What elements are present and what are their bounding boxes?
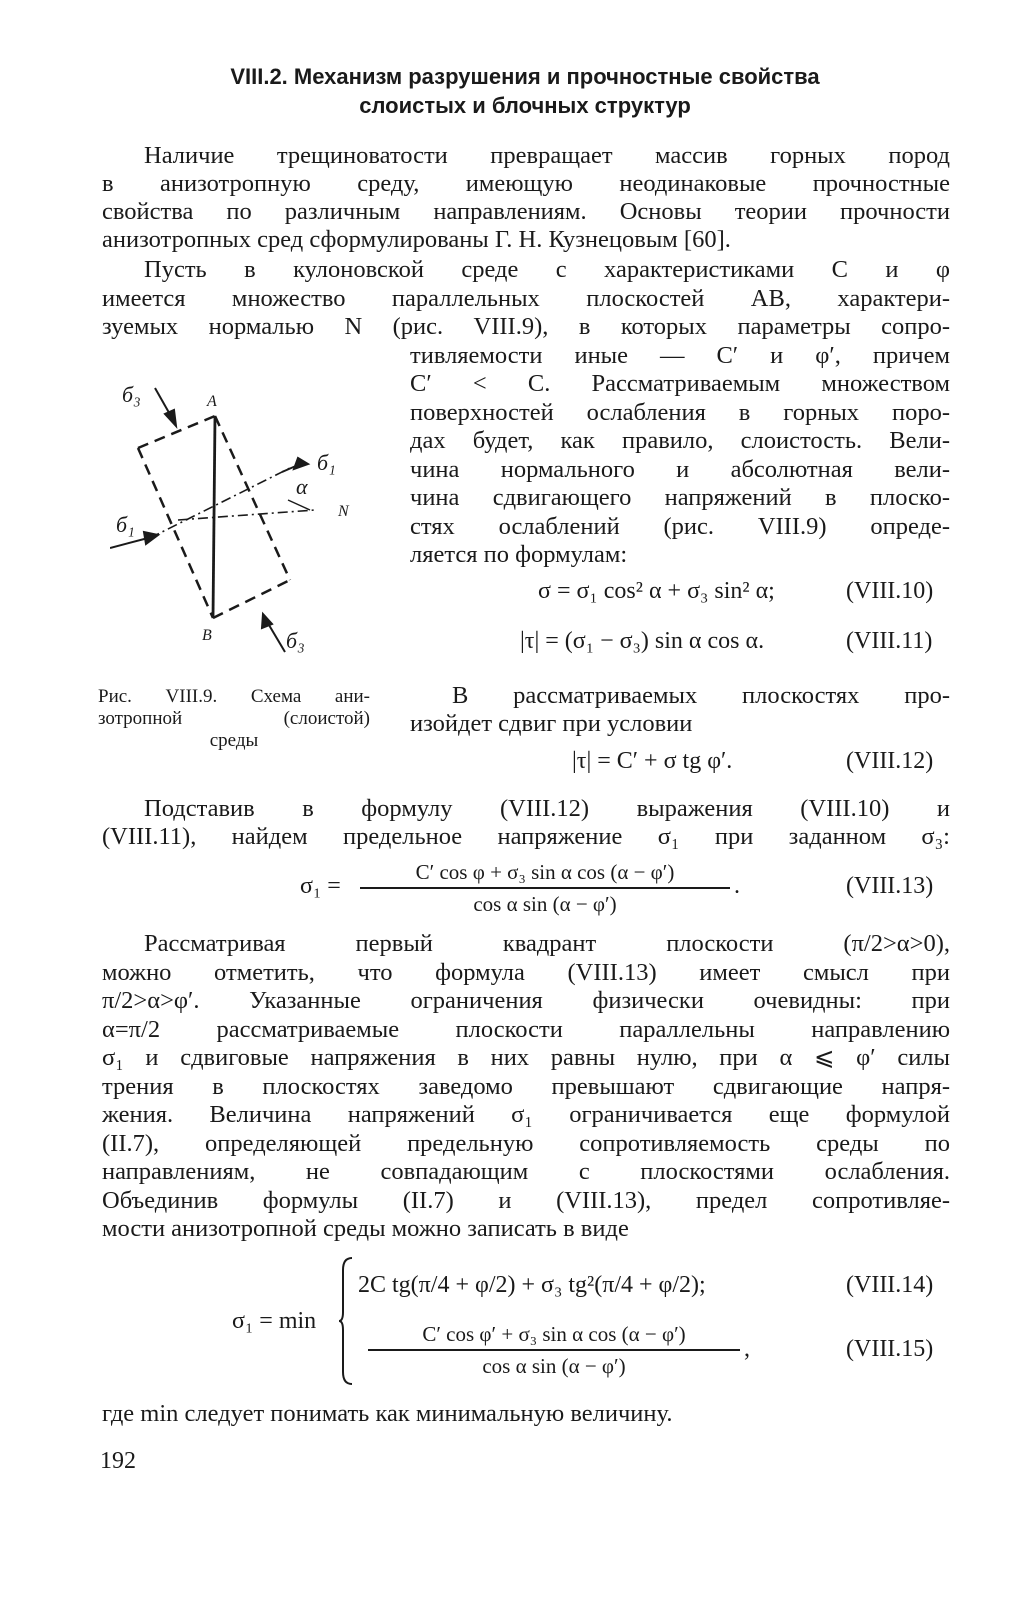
dashed-edge xyxy=(138,416,215,448)
paragraph-5-line: Объединив формулы (II.7) и (VIII.13), предел сопротивляе- xyxy=(102,1187,950,1214)
fraction-bar xyxy=(360,887,730,889)
left-brace xyxy=(338,1256,354,1386)
paragraph-5-line: жения. Величина напряжений σ₁ ограничивается еще формулой xyxy=(102,1101,950,1128)
paragraph-1-line: в анизотропную среду, имеющую неодинаковые прочностные xyxy=(102,170,950,197)
equation-min-lhs: σ₁ = min xyxy=(232,1308,317,1334)
paragraph-5-line: можно отметить, что формула (VIII.13) имеет смысл при xyxy=(102,959,950,986)
paragraph-5-line: α=π/2 рассматриваемые плоскости параллельны направлению xyxy=(102,1016,950,1043)
paragraph-2-line: Пусть в кулоновской среде с характеристиками C и φ xyxy=(144,256,950,283)
sigma1-right-label: б₁ xyxy=(317,450,336,475)
equation-viii-15-tail: , xyxy=(744,1336,750,1362)
sigma1-left-label: б₁ xyxy=(116,512,135,537)
equation-number: (VIII.14) xyxy=(846,1272,934,1298)
sigma1-left-arrow xyxy=(110,538,148,548)
paragraph-2-line: чина сдвигающего напряжений в плоско- xyxy=(410,484,950,511)
equation-viii-13-tail: . xyxy=(734,873,740,899)
paragraph-5-line: Рассматривая первый квадрант плоскости (π/2>α>0), xyxy=(144,930,950,957)
paragraph-2-line: зуемых нормалью N (рис. VIII.9), в которых параметры сопро- xyxy=(102,313,950,340)
sigma1-left-arrowhead xyxy=(144,532,158,544)
anisotropic-medium-diagram xyxy=(110,370,380,670)
paragraph-5-line: (II.7), определяющей предельную сопротивляемость среды по xyxy=(102,1130,950,1157)
paragraph-4-line: Подставив в формулу (VIII.12) выражения (VIII.10) и xyxy=(144,795,950,822)
paragraph-5-line: σ₁ и сдвиговые напряжения в них равны нулю, при α ⩽ φ′ силы xyxy=(102,1044,950,1071)
point-b-label: B xyxy=(202,627,212,644)
figure-caption xyxy=(98,686,370,752)
normal-tick xyxy=(288,500,310,510)
paragraph-5-line: π/2>α>φ′. Указанные ограничения физически очевидны: при xyxy=(102,987,950,1014)
paragraph-1-line: Наличие трещиноватости превращает массив горных пород xyxy=(144,142,950,169)
paragraph-5-line: мости анизотропной среды можно записать в виде xyxy=(102,1215,629,1242)
equation-viii-15-numerator: C′ cos φ′ + σ₃ sin α cos (α − φ′) xyxy=(422,1322,686,1346)
equation-viii-13-denominator: cos α sin (α − φ′) xyxy=(473,892,617,916)
equation-viii-15-denominator: cos α sin (α − φ′) xyxy=(482,1354,626,1378)
figure-caption-line: зотропной (слоистой) xyxy=(98,708,370,729)
paragraph-4-line: (VIII.11), найдем предельное напряжение σ₁ при заданном σ₃: xyxy=(102,823,950,850)
paragraph-2-line: C′ < C. Рассматриваемым множеством xyxy=(410,370,950,397)
sigma1-right-arrowhead xyxy=(294,458,308,469)
paragraph-2-line: чина нормального и абсолютная вели- xyxy=(410,456,950,483)
paragraph-1-line: свойства по различным направлениям. Основы теории прочности xyxy=(102,198,950,225)
sigma3-top-arrowhead xyxy=(165,410,176,426)
paragraph-5-line: направлениям, не совпадающим с плоскостями ослабления. xyxy=(102,1158,950,1185)
equation-viii-13-lhs: σ₁ = xyxy=(300,873,341,899)
figure-caption-line: Рис. VIII.9. Схема ани- xyxy=(98,686,370,707)
closing-line: где min следует понимать как минимальную величину. xyxy=(102,1400,673,1427)
equation-viii-13-numerator: C′ cos φ + σ₃ sin α cos (α − φ′) xyxy=(415,860,675,884)
paragraph-5-line: трения в плоскостях заведомо превышают сдвигающие напря- xyxy=(102,1073,950,1100)
paragraph-2-line: стях ослаблений (рис. VIII.9) опреде- xyxy=(410,513,950,540)
paragraph-1-line: анизотропных сред сформулированы Г. Н. Кузнецовым [60]. xyxy=(102,226,731,253)
section-title-line-2: слоистых и блочных структур xyxy=(359,93,691,118)
equation-number: (VIII.15) xyxy=(846,1336,934,1362)
alpha-angle-label: α xyxy=(296,474,308,499)
equation-viii-12: |τ| = C′ + σ tg φ′. xyxy=(572,748,733,774)
paragraph-2-line: имеется множество параллельных плоскостей AB, характери- xyxy=(102,285,950,312)
paragraph-2-line: поверхностей ослабления в горных поро- xyxy=(410,399,950,426)
normal-n-label: N xyxy=(338,503,349,520)
section-title xyxy=(100,62,950,120)
page-number: 192 xyxy=(100,1448,136,1474)
dashed-edge xyxy=(215,416,290,580)
paragraph-2-line: тивляемости иные — C′ и φ′, причем xyxy=(410,342,950,369)
figure-caption-line: среды xyxy=(209,730,259,751)
equation-number: (VIII.13) xyxy=(846,873,934,899)
fraction-bar xyxy=(368,1349,740,1351)
equation-viii-11: |τ| = (σ₁ − σ₃) sin α cos α. xyxy=(520,628,765,654)
paragraph-2-line: ляется по формулам: xyxy=(410,541,628,568)
paragraph-3-line: изойдет сдвиг при условии xyxy=(410,710,693,737)
equation-viii-14: 2C tg(π/4 + φ/2) + σ₃ tg²(π/4 + φ/2); xyxy=(358,1272,706,1298)
dashed-edge xyxy=(213,580,290,618)
sigma3-top-label: б₃ xyxy=(122,382,141,407)
equation-number: (VIII.10) xyxy=(846,578,934,604)
paragraph-3-line: В рассматриваемых плоскостях про- xyxy=(452,682,950,709)
sigma3-bottom-label: б₃ xyxy=(286,628,305,653)
sigma1-axis-line xyxy=(150,468,290,538)
equation-viii-10: σ = σ₁ cos² α + σ₃ sin² α; xyxy=(538,578,775,604)
point-a-label: A xyxy=(207,393,217,410)
equation-number: (VIII.12) xyxy=(846,748,934,774)
equation-number: (VIII.11) xyxy=(846,628,933,654)
paragraph-2-line: дах будет, как правило, слоистость. Вели- xyxy=(410,427,950,454)
section-title-line-1: VIII.2. Механизм разрушения и прочностные свойства xyxy=(230,64,820,89)
normal-n-line xyxy=(178,510,315,520)
